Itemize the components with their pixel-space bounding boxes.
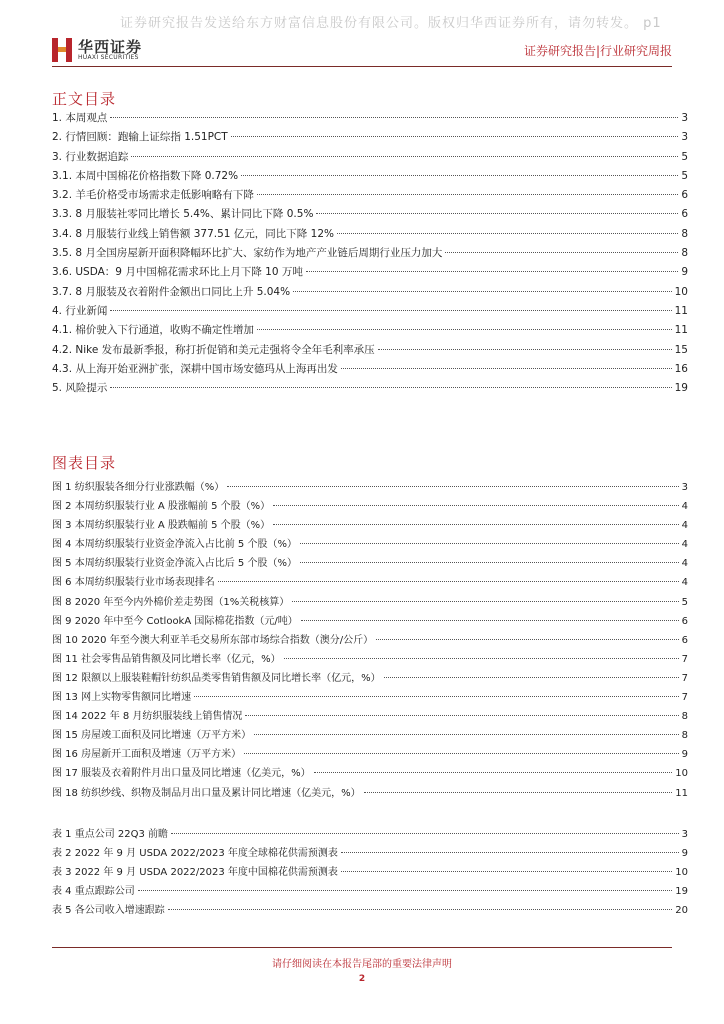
report-type: 证券研究报告|行业研究周报	[523, 44, 672, 58]
dot-leader	[284, 658, 679, 659]
figure-entry-label: 图 13 网上实物零售额同比增速	[52, 692, 192, 704]
figure-entry-page: 3	[681, 482, 688, 493]
table-entry-page: 19	[675, 886, 688, 898]
toc-entry[interactable]	[52, 284, 688, 303]
figure-entry-label: 图 3 本周纺织服装行业 A 股跌幅前 5 个股（%）	[52, 520, 271, 532]
figure-entry-page: 8	[681, 730, 688, 742]
figure-entry-page: 7	[681, 653, 688, 665]
toc-entry-label: 3.7. 8 月服装及衣着附件金额出口同比上升 5.04%	[52, 285, 291, 298]
header-rule	[52, 66, 672, 67]
tables-list	[52, 825, 688, 920]
figure-entry[interactable]	[52, 516, 688, 535]
dot-leader	[245, 715, 678, 716]
figure-entry-page: 4	[681, 577, 688, 589]
toc-entry-label: 5. 风险提示	[52, 382, 108, 395]
figure-entry-page: 10	[675, 768, 688, 780]
figure-entry-label: 图 15 房屋竣工面积及同比增速（万平方米）	[52, 730, 252, 742]
dot-leader	[138, 890, 673, 891]
figures-title: 图表目录	[52, 454, 117, 472]
toc-entry[interactable]	[52, 129, 688, 148]
figure-entry-label: 图 4 本周纺织服装行业资金净流入占比前 5 个股（%）	[52, 539, 297, 551]
figure-entry-label: 图 16 房屋新开工面积及增速（万平方米）	[52, 749, 242, 761]
toc-entry-label: 3.2. 羊毛价格受市场需求走低影响略有下降	[52, 189, 254, 202]
footer-rule	[52, 947, 672, 948]
dot-leader	[341, 871, 672, 872]
figure-entry-page: 9	[681, 749, 688, 761]
table-entry[interactable]	[52, 882, 688, 901]
toc-entry-label: 3.1. 本周中国棉花价格指数下降 0.72%	[52, 169, 239, 182]
figure-entry-label: 图 8 2020 年至今内外棉价差走势图（1%关税核算）	[52, 596, 290, 608]
figure-entry-page: 7	[681, 692, 688, 704]
figure-entry-label: 图 17 服装及衣着附件月出口量及同比增速（亿美元，%）	[52, 768, 311, 780]
dot-leader	[292, 601, 678, 602]
table-entry[interactable]	[52, 844, 688, 863]
dot-leader	[241, 175, 678, 176]
dot-leader	[300, 543, 679, 544]
dot-leader	[110, 310, 671, 311]
figure-entry[interactable]	[52, 650, 688, 669]
table-entry-page: 10	[675, 867, 688, 879]
figure-entry[interactable]	[52, 631, 688, 650]
dot-leader	[273, 524, 678, 525]
toc-entry-page: 8	[681, 227, 688, 240]
toc-entry[interactable]	[52, 149, 688, 168]
toc-entry[interactable]	[52, 322, 688, 341]
page-number: 2	[358, 974, 366, 984]
toc-entry[interactable]	[52, 206, 688, 225]
toc-entry-label: 1. 本周观点	[52, 112, 108, 124]
toc-entry-label: 4.3. 从上海开始亚洲扩张，深耕中国市场安德玛从上海再出发	[52, 362, 338, 375]
toc-entry-label: 4.2. Nike 发布最新季报，称打折促销和美元走强将令全年毛利率承压	[52, 343, 375, 356]
dot-leader	[384, 677, 679, 678]
figure-entry[interactable]	[52, 669, 688, 688]
figure-entry[interactable]	[52, 688, 688, 707]
toc-entry[interactable]	[52, 264, 688, 283]
table-entry-label: 表 5 各公司收入增速跟踪	[52, 905, 165, 917]
toc-entry[interactable]	[52, 226, 688, 245]
figure-entry-label: 图 5 本周纺织服装行业资金净流入占比后 5 个股（%）	[52, 558, 297, 570]
toc-entry[interactable]	[52, 342, 688, 361]
figure-entry-label: 图 10 2020 年至今澳大利亚羊毛交易所东部市场综合指数（澳分/公斤）	[52, 634, 374, 646]
figure-entry-label: 图 6 本周纺织服装行业市场表现排名	[52, 577, 215, 589]
figure-entry[interactable]	[52, 593, 688, 612]
table-entry-page: 3	[681, 829, 688, 840]
toc-entry[interactable]	[52, 187, 688, 206]
toc-entry-label: 2. 行情回顾：跑输上证综指 1.51PCT	[52, 131, 228, 144]
figure-entry-page: 7	[681, 672, 688, 684]
toc-entry[interactable]	[52, 168, 688, 187]
dot-leader	[273, 505, 678, 506]
dot-leader	[257, 194, 678, 195]
toc-entry-page: 10	[674, 285, 688, 298]
figure-entry-page: 4	[681, 558, 688, 570]
figure-entry-page: 6	[681, 634, 688, 646]
dot-leader	[306, 271, 678, 272]
dot-leader	[110, 387, 671, 388]
table-entry-label: 表 4 重点跟踪公司	[52, 886, 135, 898]
figure-entry[interactable]	[52, 535, 688, 554]
figure-entry-label: 图 1 纺织服装各细分行业涨跌幅（%）	[52, 482, 225, 493]
figure-entry[interactable]	[52, 745, 688, 764]
dot-leader	[254, 734, 679, 735]
dot-leader	[227, 486, 678, 487]
toc-entry[interactable]	[52, 380, 688, 399]
dot-leader	[231, 136, 679, 137]
toc-entry-page: 8	[681, 247, 688, 260]
figure-entry-label: 图 2 本周纺织服装行业 A 股涨幅前 5 个股（%）	[52, 501, 271, 513]
figure-entry-page: 4	[681, 501, 688, 513]
toc-entry-page: 11	[674, 304, 688, 317]
toc-entry[interactable]	[52, 245, 688, 264]
toc-entry-page: 16	[674, 362, 688, 375]
toc-entry-label: 3.5. 8 月全国房屋新开面积降幅环比扩大、家纺作为地产产业链后周期行业压力加大	[52, 247, 443, 260]
toc-entry-label: 4. 行业新闻	[52, 304, 108, 317]
figure-entry[interactable]	[52, 726, 688, 745]
toc-entry-page: 5	[681, 150, 688, 163]
toc-entry[interactable]	[52, 303, 688, 322]
dot-leader	[194, 696, 679, 697]
toc-entry-label: 3.3. 8 月服装社零同比增长 5.4%、累计同比下降 0.5%	[52, 208, 314, 221]
figure-entry-page: 6	[681, 615, 688, 627]
figure-entry[interactable]	[52, 764, 688, 783]
figure-entry-page: 11	[675, 787, 688, 799]
dot-leader	[168, 909, 673, 910]
dot-leader	[316, 213, 678, 214]
dot-leader	[341, 852, 679, 853]
toc-entry-label: 3.4. 8 月服装行业线上销售额 377.51 亿元，同比下降 12%	[52, 227, 334, 240]
dot-leader	[378, 349, 672, 350]
figure-entry[interactable]	[52, 784, 688, 803]
figure-entry-label: 图 12 限额以上服装鞋帽针纺织品类零售销售额及同比增长率（亿元，%）	[52, 672, 381, 684]
dot-leader	[171, 833, 679, 834]
footer-disclaimer: 请仔细阅读在本报告尾部的重要法律声明	[272, 959, 452, 970]
dot-leader	[300, 562, 679, 563]
toc-entry-page: 5	[681, 169, 688, 182]
table-entry[interactable]	[52, 901, 688, 920]
figure-entry-page: 4	[681, 520, 688, 532]
toc-entry-page: 9	[681, 266, 688, 279]
dot-leader	[314, 772, 673, 773]
figure-entry[interactable]	[52, 707, 688, 726]
toc-entry-label: 4.1. 棉价驶入下行通道，收购不确定性增加	[52, 324, 254, 337]
dot-leader	[244, 753, 679, 754]
figure-entry[interactable]	[52, 478, 688, 497]
dot-leader	[445, 252, 678, 253]
table-entry[interactable]	[52, 863, 688, 882]
contents-list	[52, 110, 688, 399]
dot-leader	[218, 581, 679, 582]
figure-entry-label: 图 9 2020 年中至今 CotlookA 国际棉花指数（元/吨）	[52, 615, 298, 627]
dot-leader	[376, 639, 679, 640]
figure-entry[interactable]	[52, 554, 688, 573]
figures-list	[52, 478, 688, 803]
huaxi-logo-icon	[52, 36, 74, 64]
toc-entry-page: 3	[681, 112, 688, 124]
dot-leader	[341, 368, 672, 369]
toc-entry-label: 3. 行业数据追踪	[52, 150, 129, 163]
dot-leader	[257, 329, 672, 330]
dot-leader	[110, 117, 678, 118]
dot-leader	[364, 792, 673, 793]
dot-leader	[301, 620, 679, 621]
toc-entry-page: 6	[681, 189, 688, 202]
table-entry-label: 表 2 2022 年 9 月 USDA 2022/2023 年度全球棉花供需预测表	[52, 848, 338, 860]
figure-entry[interactable]	[52, 573, 688, 592]
toc-entry-page: 19	[674, 382, 688, 395]
dot-leader	[131, 156, 678, 157]
contents-title: 正文目录	[52, 90, 117, 108]
figure-entry-page: 8	[681, 711, 688, 723]
toc-entry[interactable]	[52, 110, 688, 129]
table-entry-page: 20	[675, 905, 688, 917]
toc-entry-page: 6	[681, 208, 688, 221]
toc-entry-page: 11	[674, 324, 688, 337]
figure-entry[interactable]	[52, 612, 688, 631]
figure-entry-label: 图 14 2022 年 8 月纺织服装线上销售情况	[52, 711, 243, 723]
watermark: 证券研究报告发送给东方财富信息股份有限公司。版权归华西证券所有，请勿转发。 p1	[120, 16, 662, 31]
figure-entry-page: 5	[681, 596, 688, 608]
toc-entry[interactable]	[52, 361, 688, 380]
table-entry-label: 表 3 2022 年 9 月 USDA 2022/2023 年度中国棉花供需预测表	[52, 867, 338, 879]
figure-entry[interactable]	[52, 497, 688, 516]
figure-entry-label: 图 18 纺织纱线、织物及制品月出口量及累计同比增速（亿美元，%）	[52, 787, 361, 799]
logo-name-en: HUAXI SECURITIES	[78, 54, 139, 61]
company-logo	[52, 36, 172, 64]
toc-entry-label: 3.6. USDA：9 月中国棉花需求环比上月下降 10 万吨	[52, 266, 303, 279]
figure-entry-page: 4	[681, 539, 688, 551]
figure-entry-label: 图 11 社会零售品销售额及同比增长率（亿元，%）	[52, 653, 281, 665]
dot-leader	[337, 233, 678, 234]
dot-leader	[293, 291, 672, 292]
toc-entry-page: 15	[674, 343, 688, 356]
table-entry[interactable]	[52, 825, 688, 844]
logo-name-cn: 华西证券	[78, 38, 143, 56]
toc-entry-page: 3	[681, 131, 688, 144]
table-entry-page: 9	[681, 848, 688, 860]
table-entry-label: 表 1 重点公司 22Q3 前瞻	[52, 829, 169, 840]
